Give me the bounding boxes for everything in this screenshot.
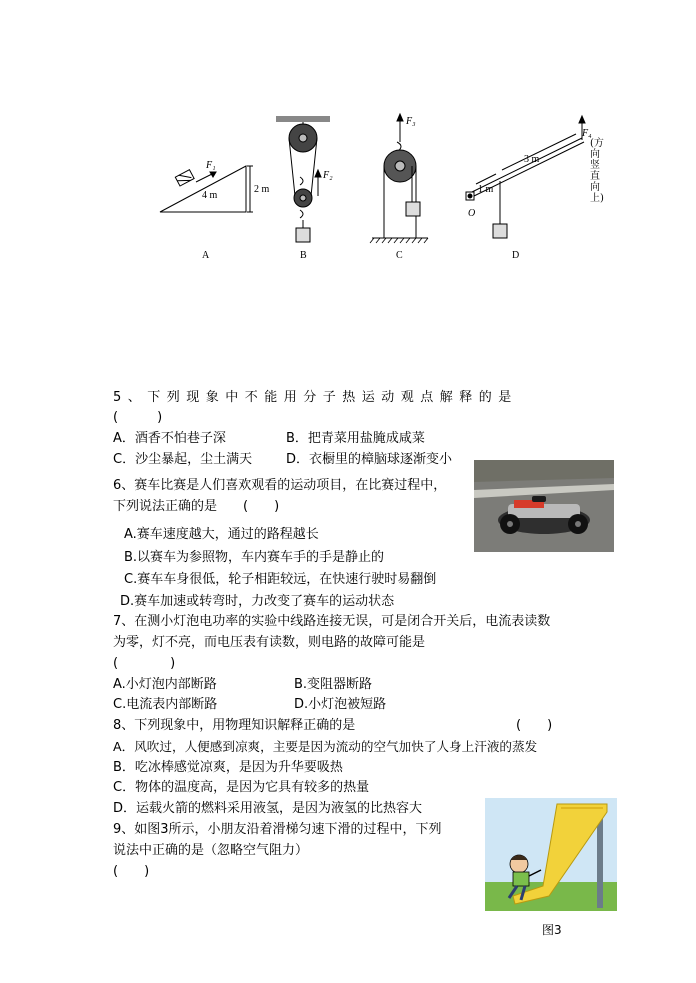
q8-option-c: C．物体的温度高，是因为它具有较多的热量 xyxy=(113,780,370,795)
force-direction-note: (方向竖直向上) xyxy=(590,138,604,204)
incline-diagram-a xyxy=(160,166,253,212)
q6-stem-text: 下列说法正确的是 xyxy=(113,499,218,514)
force-f4-label: F₄ xyxy=(582,128,592,139)
q7-option-d: D.小灯泡被短路 xyxy=(294,697,387,712)
q5-answer-blank: ( ) xyxy=(113,410,163,425)
q7-option-b: B.变阻器断路 xyxy=(294,677,373,692)
q8-stem: 8、下列现象中，用物理知识解释正确的是 xyxy=(113,718,356,733)
slide-illustration xyxy=(485,798,617,911)
q7-stem-line2: 为零，灯不亮，而电压表有读数，则电路的故障可能是 xyxy=(113,635,426,650)
q6-answer-blank: ( ) xyxy=(243,499,280,514)
q5-option-c: C．沙尘暴起，尘土满天 xyxy=(113,452,253,467)
mechanics-figure xyxy=(150,112,620,262)
height-label: 2 m xyxy=(254,184,270,195)
q6-option-c: C.赛车车身很低，轮子相距较远，在快速行驶时易翻倒 xyxy=(124,572,437,587)
q5-option-a: A．酒香不怕巷子深 xyxy=(113,431,226,446)
q9-stem-line2: 说法中正确的是（忽略空气阻力） xyxy=(113,843,309,858)
q5-stem: 5、下列现象中不能用分子热运动观点解释的是 xyxy=(113,390,518,405)
force-f2-label: F₂ xyxy=(323,170,333,181)
q6-option-d: D.赛车加速或转弯时，力改变了赛车的运动状态 xyxy=(120,594,395,609)
figure3-caption: 图3 xyxy=(542,923,562,937)
q6-stem-line1: 6、赛车比赛是人们喜欢观看的运动项目，在比赛过程中， xyxy=(113,478,447,493)
q5-option-b: B．把青菜用盐腌成咸菜 xyxy=(286,431,425,446)
label-b: B xyxy=(300,250,307,261)
q7-option-c: C.电流表内部断路 xyxy=(113,697,218,712)
q7-option-a: A.小灯泡内部断路 xyxy=(113,677,217,692)
q6-option-a: A.赛车速度越大，通过的路程越长 xyxy=(124,527,319,542)
q9-answer-blank: ( ) xyxy=(113,864,150,879)
lever-diagram-d xyxy=(466,116,585,238)
slope-length-label: 4 m xyxy=(202,190,218,201)
pulley-system-c xyxy=(370,114,428,243)
short-arm-label: 1 m xyxy=(478,184,494,195)
q6-stem-line2 xyxy=(113,499,279,515)
pulley-system-b xyxy=(276,116,330,242)
force-f3-label: F₃ xyxy=(406,116,416,127)
long-arm-label: 3 m xyxy=(524,154,540,165)
q8-option-b: B．吃冰棒感觉凉爽，是因为升华要吸热 xyxy=(113,760,343,775)
q8-option-a: A．风吹过，人便感到凉爽，主要是因为流动的空气加快了人身上汗液的蒸发 xyxy=(113,739,538,754)
force-f1-label: F₁ xyxy=(206,160,216,171)
label-c: C xyxy=(396,250,403,261)
q9-stem-line1: 9、如图3所示，小朋友沿着滑梯匀速下滑的过程中，下列 xyxy=(113,822,442,837)
pivot-label: O xyxy=(468,208,476,219)
q6-option-b: B.以赛车为参照物，车内赛车手的手是静止的 xyxy=(124,550,385,565)
q7-answer-blank: ( ) xyxy=(113,656,176,671)
q7-stem-line1: 7、在测小灯泡电功率的实验中线路连接无误，可是闭合开关后，电流表读数 xyxy=(113,614,551,629)
q5-option-d: D．衣橱里的樟脑球逐渐变小 xyxy=(286,452,453,467)
label-a: A xyxy=(202,250,210,261)
label-d: D xyxy=(512,250,520,261)
q8-option-d: D．运载火箭的燃料采用液氢，是因为液氢的比热容大 xyxy=(113,801,423,816)
q8-answer-blank: ( ) xyxy=(516,718,553,733)
race-car-photo xyxy=(474,460,614,552)
